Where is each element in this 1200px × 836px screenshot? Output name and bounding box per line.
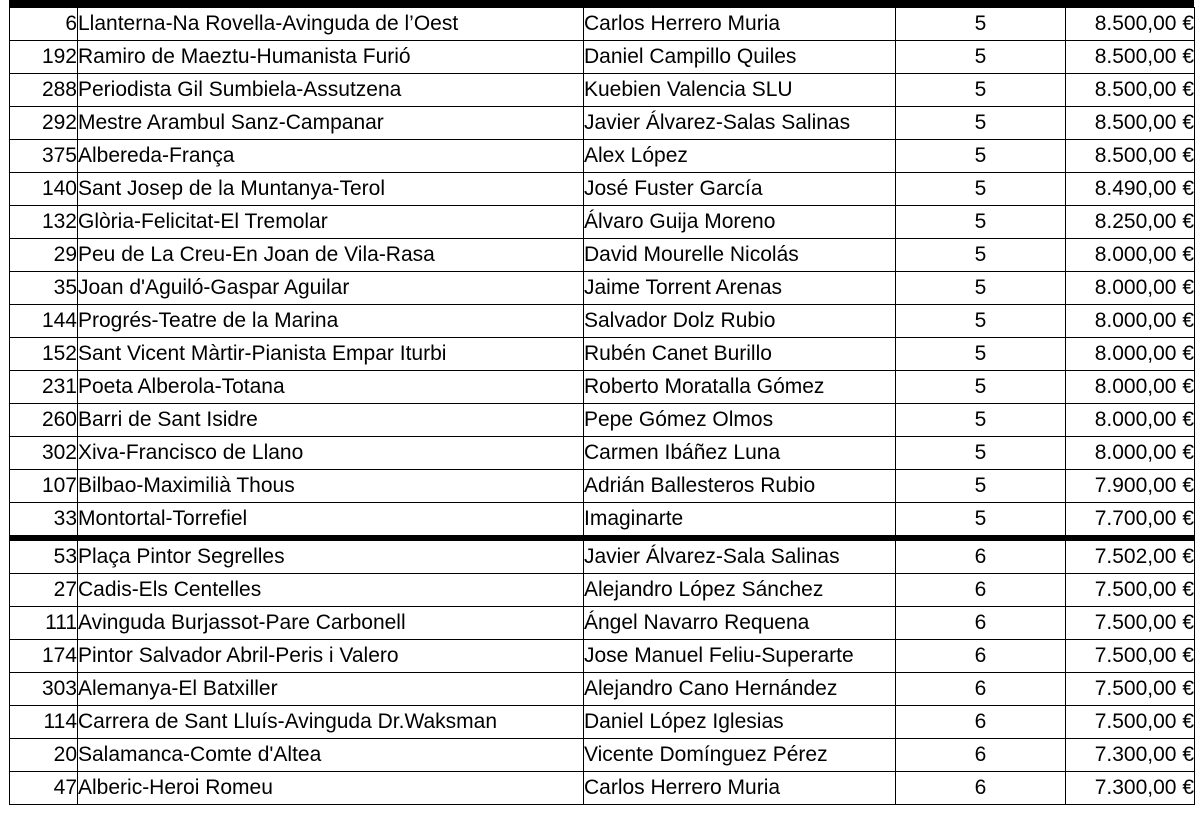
- street-cell: Albereda-França: [78, 140, 584, 173]
- group-cell: 5: [896, 338, 1066, 371]
- group-cell: 5: [896, 371, 1066, 404]
- amount-cell: 8.000,00 €: [1066, 338, 1195, 371]
- winner-cell: Daniel López Iglesias: [584, 706, 896, 739]
- table-row: [10, 706, 1195, 739]
- group-cell: 5: [896, 8, 1066, 41]
- winner-cell: Ángel Navarro Requena: [584, 607, 896, 640]
- amount-cell: 8.500,00 €: [1066, 140, 1195, 173]
- winner-cell: Alex López: [584, 140, 896, 173]
- table-row: [10, 239, 1195, 272]
- entry-number-cell: 29: [10, 239, 78, 272]
- entry-number-cell: 152: [10, 338, 78, 371]
- entry-number-cell: 33: [10, 503, 78, 539]
- amount-cell: 8.250,00 €: [1066, 206, 1195, 239]
- winner-cell: Vicente Domínguez Pérez: [584, 739, 896, 772]
- table-row: [10, 8, 1195, 41]
- amount-cell: 7.900,00 €: [1066, 470, 1195, 503]
- group-cell: 5: [896, 107, 1066, 140]
- entry-number-cell: 20: [10, 739, 78, 772]
- amount-cell: 7.300,00 €: [1066, 772, 1195, 805]
- table-row: [10, 371, 1195, 404]
- winner-cell: Carmen Ibáñez Luna: [584, 437, 896, 470]
- amount-cell: 8.500,00 €: [1066, 74, 1195, 107]
- street-cell: Glòria-Felicitat-El Tremolar: [78, 206, 584, 239]
- table-row: [10, 574, 1195, 607]
- table-row: [10, 41, 1195, 74]
- winner-cell: Imaginarte: [584, 503, 896, 539]
- group-cell: 6: [896, 673, 1066, 706]
- entry-number-cell: 288: [10, 74, 78, 107]
- street-cell: Xiva-Francisco de Llano: [78, 437, 584, 470]
- street-cell: Ramiro de Maeztu-Humanista Furió: [78, 41, 584, 74]
- amount-cell: 7.502,00 €: [1066, 538, 1195, 574]
- street-cell: Sant Vicent Màrtir-Pianista Empar Iturbi: [78, 338, 584, 371]
- entry-number-cell: 292: [10, 107, 78, 140]
- amount-cell: 7.500,00 €: [1066, 673, 1195, 706]
- group-cell: 5: [896, 305, 1066, 338]
- amount-cell: 7.700,00 €: [1066, 503, 1195, 539]
- amount-cell: 8.000,00 €: [1066, 272, 1195, 305]
- winner-cell: David Mourelle Nicolás: [584, 239, 896, 272]
- amount-cell: 7.300,00 €: [1066, 739, 1195, 772]
- winner-cell: José Fuster García: [584, 173, 896, 206]
- winner-cell: Pepe Gómez Olmos: [584, 404, 896, 437]
- table-row: [10, 173, 1195, 206]
- entry-number-cell: 144: [10, 305, 78, 338]
- group-cell: 5: [896, 272, 1066, 305]
- table-row: [10, 470, 1195, 503]
- group-cell: 6: [896, 706, 1066, 739]
- street-cell: Poeta Alberola-Totana: [78, 371, 584, 404]
- group-cell: 6: [896, 772, 1066, 805]
- street-cell: Cadis-Els Centelles: [78, 574, 584, 607]
- amount-cell: 7.500,00 €: [1066, 574, 1195, 607]
- street-cell: Pintor Salvador Abril-Peris i Valero: [78, 640, 584, 673]
- winner-cell: Jaime Torrent Arenas: [584, 272, 896, 305]
- table-row: [10, 206, 1195, 239]
- group-cell: 5: [896, 404, 1066, 437]
- table-row: [10, 437, 1195, 470]
- group-cell: 5: [896, 503, 1066, 539]
- street-cell: Periodista Gil Sumbiela-Assutzena: [78, 74, 584, 107]
- amount-cell: 7.500,00 €: [1066, 706, 1195, 739]
- street-cell: Avinguda Burjassot-Pare Carbonell: [78, 607, 584, 640]
- table-row: [10, 74, 1195, 107]
- street-cell: Mestre Arambul Sanz-Campanar: [78, 107, 584, 140]
- winner-cell: Carlos Herrero Muria: [584, 772, 896, 805]
- awards-table: [9, 7, 1195, 805]
- group-cell: 5: [896, 140, 1066, 173]
- entry-number-cell: 375: [10, 140, 78, 173]
- table-row: [10, 404, 1195, 437]
- amount-cell: 8.490,00 €: [1066, 173, 1195, 206]
- table-row: [10, 538, 1195, 574]
- entry-number-cell: 303: [10, 673, 78, 706]
- entry-number-cell: 47: [10, 772, 78, 805]
- entry-number-cell: 231: [10, 371, 78, 404]
- table-row: [10, 272, 1195, 305]
- entry-number-cell: 111: [10, 607, 78, 640]
- amount-cell: 7.500,00 €: [1066, 607, 1195, 640]
- table-row: [10, 305, 1195, 338]
- entry-number-cell: 53: [10, 538, 78, 574]
- winner-cell: Kuebien Valencia SLU: [584, 74, 896, 107]
- table-row: [10, 503, 1195, 539]
- table-row: [10, 107, 1195, 140]
- winner-cell: Javier Álvarez-Sala Salinas: [584, 538, 896, 574]
- entry-number-cell: 27: [10, 574, 78, 607]
- entry-number-cell: 302: [10, 437, 78, 470]
- street-cell: Montortal-Torrefiel: [78, 503, 584, 539]
- table-row: [10, 673, 1195, 706]
- street-cell: Joan d'Aguiló-Gaspar Aguilar: [78, 272, 584, 305]
- winner-cell: Salvador Dolz Rubio: [584, 305, 896, 338]
- entry-number-cell: 35: [10, 272, 78, 305]
- group-cell: 6: [896, 607, 1066, 640]
- results-sheet: [9, 0, 1194, 805]
- table-row: [10, 772, 1195, 805]
- table-row: [10, 739, 1195, 772]
- group-cell: 6: [896, 739, 1066, 772]
- entry-number-cell: 114: [10, 706, 78, 739]
- street-cell: Carrera de Sant Lluís-Avinguda Dr.Waksman: [78, 706, 584, 739]
- amount-cell: 8.000,00 €: [1066, 239, 1195, 272]
- winner-cell: Carlos Herrero Muria: [584, 8, 896, 41]
- entry-number-cell: 6: [10, 8, 78, 41]
- street-cell: Sant Josep de la Muntanya-Terol: [78, 173, 584, 206]
- table-row: [10, 640, 1195, 673]
- amount-cell: 8.500,00 €: [1066, 41, 1195, 74]
- awards-table-body: [10, 8, 1195, 805]
- group-cell: 5: [896, 470, 1066, 503]
- entry-number-cell: 140: [10, 173, 78, 206]
- winner-cell: Adrián Ballesteros Rubio: [584, 470, 896, 503]
- street-cell: Progrés-Teatre de la Marina: [78, 305, 584, 338]
- street-cell: Alemanya-El Batxiller: [78, 673, 584, 706]
- winner-cell: Daniel Campillo Quiles: [584, 41, 896, 74]
- entry-number-cell: 174: [10, 640, 78, 673]
- winner-cell: Alejandro Cano Hernández: [584, 673, 896, 706]
- amount-cell: 8.000,00 €: [1066, 404, 1195, 437]
- entry-number-cell: 192: [10, 41, 78, 74]
- group-cell: 5: [896, 206, 1066, 239]
- winner-cell: Roberto Moratalla Gómez: [584, 371, 896, 404]
- amount-cell: 8.000,00 €: [1066, 305, 1195, 338]
- street-cell: Alberic-Heroi Romeu: [78, 772, 584, 805]
- street-cell: Salamanca-Comte d'Altea: [78, 739, 584, 772]
- entry-number-cell: 260: [10, 404, 78, 437]
- street-cell: Plaça Pintor Segrelles: [78, 538, 584, 574]
- table-row: [10, 607, 1195, 640]
- entry-number-cell: 132: [10, 206, 78, 239]
- group-cell: 5: [896, 41, 1066, 74]
- street-cell: Peu de La Creu-En Joan de Vila-Rasa: [78, 239, 584, 272]
- amount-cell: 7.500,00 €: [1066, 640, 1195, 673]
- street-cell: Barri de Sant Isidre: [78, 404, 584, 437]
- winner-cell: Javier Álvarez-Salas Salinas: [584, 107, 896, 140]
- group-cell: 5: [896, 437, 1066, 470]
- amount-cell: 8.000,00 €: [1066, 437, 1195, 470]
- winner-cell: Álvaro Guija Moreno: [584, 206, 896, 239]
- entry-number-cell: 107: [10, 470, 78, 503]
- amount-cell: 8.500,00 €: [1066, 8, 1195, 41]
- amount-cell: 8.000,00 €: [1066, 371, 1195, 404]
- winner-cell: Jose Manuel Feliu-Superarte: [584, 640, 896, 673]
- group-cell: 5: [896, 239, 1066, 272]
- group-cell: 5: [896, 74, 1066, 107]
- winner-cell: Alejandro López Sánchez: [584, 574, 896, 607]
- winner-cell: Rubén Canet Burillo: [584, 338, 896, 371]
- amount-cell: 8.500,00 €: [1066, 107, 1195, 140]
- street-cell: Llanterna-Na Rovella-Avinguda de l’Oest: [78, 8, 584, 41]
- table-row: [10, 140, 1195, 173]
- group-cell: 6: [896, 538, 1066, 574]
- group-cell: 5: [896, 173, 1066, 206]
- group-cell: 6: [896, 640, 1066, 673]
- table-row: [10, 338, 1195, 371]
- street-cell: Bilbao-Maximilià Thous: [78, 470, 584, 503]
- group-cell: 6: [896, 574, 1066, 607]
